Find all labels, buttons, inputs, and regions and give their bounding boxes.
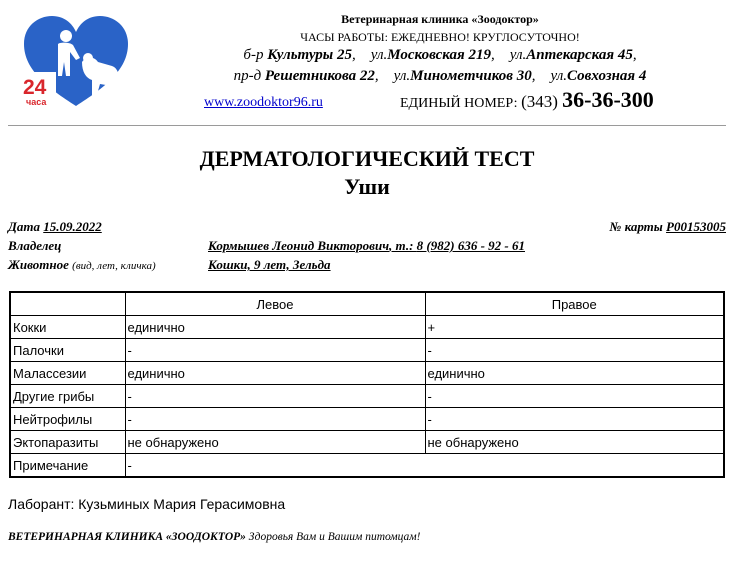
column-header-blank [10,292,125,316]
table-row [10,408,724,431]
logo-24-text: 24 [23,76,47,99]
working-hours: ЧАСЫ РАБОТЫ: ЕЖЕДНЕВНО! КРУГЛОСУТОЧНО! [300,30,580,44]
address-prefix: ул. [393,68,411,84]
website-link[interactable]: www.zoodoktor96.ru [204,95,323,110]
phone-label: ЕДИНЫЙ НОМЕР: [400,96,522,111]
results-table [9,291,725,478]
footer-clinic-name: ВЕТЕРИНАРНАЯ КЛИНИКА «ЗООДОКТОР» [8,531,246,543]
phone-line [400,87,654,113]
owner-name: Кормышев Леонид Викторович [208,238,390,253]
row-label: Палочки [10,339,125,362]
address-street: Московская 219 [387,47,491,63]
left-ear-value: единично [125,362,425,385]
animal-label [8,257,156,273]
table-row [10,431,724,454]
column-header-right: Правое [425,292,724,316]
owner-value [208,238,525,254]
address-prefix: ул. [550,68,568,84]
card-value: P00153005 [666,219,726,234]
row-label: Эктопаразиты [10,431,125,454]
address-prefix: пр-д [233,68,265,84]
table-row [10,339,724,362]
right-ear-value: - [425,385,724,408]
column-header-left: Левое [125,292,425,316]
animal-label-note: (вид, лет, кличка) [72,260,156,272]
footer-slogan [8,531,420,543]
animal-value: Кошки, 9 лет, Зельда [208,257,331,272]
table-row-note [10,454,724,478]
address-street: Аптекарская 45 [526,47,633,63]
address-separator: , [351,47,371,63]
address-line-1 [200,47,680,64]
address-separator: , [632,47,637,63]
date-row [8,219,102,235]
right-ear-value: - [425,408,724,431]
right-ear-value: единично [425,362,724,385]
owner-phone: 8 (982) 636 - 92 - 61 [416,238,525,253]
address-separator: , [531,68,551,84]
date-label: Дата [8,219,44,234]
row-label: Малассезии [10,362,125,385]
footer-wish: Здоровья Вам и Вашим питомцам! [245,531,421,543]
address-street: Совхозная 4 [567,68,647,84]
address-street: Решетникова 22 [264,68,375,84]
left-ear-value: - [125,339,425,362]
logo-hours-text: часа [26,97,47,107]
header-divider [8,125,726,126]
card-row [560,219,726,235]
note-label: Примечание [10,454,125,478]
table-row [10,385,724,408]
address-prefix: ул. [370,47,388,63]
right-ear-value: + [425,316,724,339]
date-value: 15.09.2022 [43,219,102,234]
right-ear-value: не обнаружено [425,431,724,454]
table-row [10,316,724,339]
table-row [10,362,724,385]
left-ear-value: единично [125,316,425,339]
row-label: Кокки [10,316,125,339]
left-ear-value: не обнаружено [125,431,425,454]
address-street: Культуры 25 [267,47,352,63]
row-label: Нейтрофилы [10,408,125,431]
owner-label: Владелец [8,238,62,253]
clinic-name: Ветеринарная клиника «Зоодоктор» [341,12,539,26]
address-street: Минометчиков 30 [410,68,532,84]
phone-number: 36-36-300 [562,87,654,112]
address-separator: , [374,68,394,84]
right-ear-value: - [425,339,724,362]
lab-technician: Лаборант: Кузьминых Мария Герасимовна [8,496,286,512]
clinic-logo [20,14,132,110]
address-line-2 [200,68,680,85]
card-label: № карты [609,219,667,234]
note-value: - [125,454,724,478]
animal-label-text: Животное [8,257,73,272]
document-subtitle: Уши [344,174,390,199]
table-header-row [10,292,724,316]
row-label: Другие грибы [10,385,125,408]
address-separator: , [490,47,510,63]
left-ear-value: - [125,408,425,431]
address-prefix: б-р [243,47,268,63]
document-title: ДЕРМАТОЛОГИЧЕСКИЙ ТЕСТ [199,146,535,171]
phone-code: (343) [521,92,563,111]
left-ear-value: - [125,385,425,408]
address-prefix: ул. [509,47,527,63]
owner-phone-prefix: , т.: [389,238,417,253]
